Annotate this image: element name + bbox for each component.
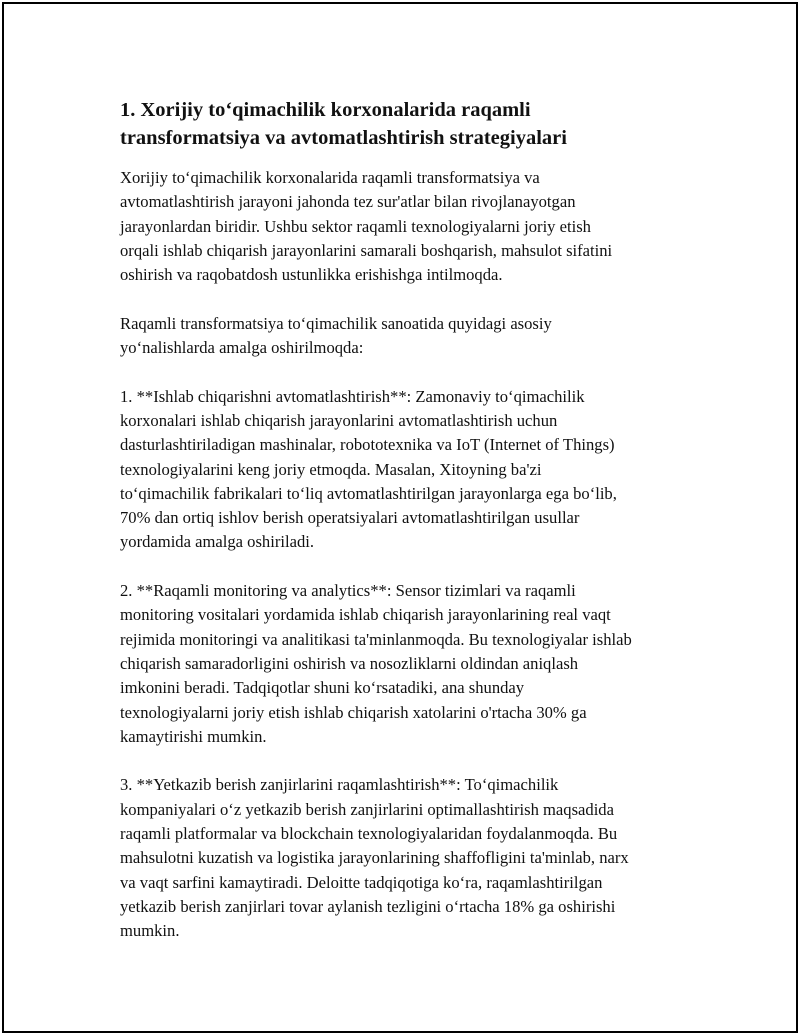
document-body xyxy=(120,96,700,968)
supply-chain-paragraph: 3. **Yetkazib berish zanjirlarini raqamlashtirish**: To‘qimachilik kompaniyalari o‘z yetkazib berish zanjirlarini optimallashtirish maqsadida raqamli platformalar va blockchain texnologiyalaridan foydalanmoqda. Bu mahsulotni kuzatish va logistika jarayonlarining shaffofligini ta'minlab, narx va vaqt sarfini kamaytiradi. Deloitte tadqiqotiga ko‘ra, raqamlashtirilgan yetkazib berish zanjirlari tovar aylanish tezligini o‘rtacha 18% ga oshirishi mumkin. xyxy=(120,775,629,941)
monitoring-paragraph: 2. **Raqamli monitoring va analytics**: Sensor tizimlari va raqamli monitoring vositalari yordamida ishlab chiqarish jarayonlarining real vaqt rejimida monitoringi va analitikasi ta'minlanmoqda. Bu texnologiyalar ishlab chiqarish samaradorligini oshirish va nosozliklarni oldindan aniqlash imkonini beradi. Tadqiqotlar shuni ko‘rsatadiki, ana shunday texnologiyalarni joriy etish ishlab chiqarish xatolarini o'rtacha 30% ga kamaytirishi mumkin. xyxy=(120,581,632,746)
intro-paragraph: Xorijiy to‘qimachilik korxonalarida raqamli transformatsiya va avtomatlashtirish jarayoni jahonda tez sur'atlar bilan rivojlanayotgan jarayonlardan biridir. Ushbu sektor raqamli texnologiyalarni joriy etish orqali ishlab chiqarish jarayonlarini samarali boshqarish, mahsulot sifatini oshirish va raqobatdosh ustunlikka erishishga intilmoqda. xyxy=(120,168,613,285)
automation-paragraph: 1. **Ishlab chiqarishni avtomatlashtirish**: Zamonaviy to‘qimachilik korxonalari ishlab chiqarish jarayonlarini avtomatlashtirish uchun dasturlashtiriladigan mashinalar, robototexnika va IoT (Internet of Things) texnologiyalarini keng joriy etmoqda. Masalan, Xitoyning ba'zi to‘qimachilik fabrikalari to‘liq avtomatlashtirilgan jarayonlarga ega bo‘lib, 70% dan ortiq ishlov berish operatsiyalari avtomatlashtirilgan usullar yordamida amalga oshiriladi. xyxy=(120,386,617,552)
section-heading: 1. Xorijiy to‘qimachilik korxonalarida raqamli transformatsiya va avtomatlashtirish strategiyalari xyxy=(120,99,567,149)
directions-intro-paragraph: Raqamli transformatsiya to‘qimachilik sanoatida quyidagi asosiy yo‘nalishlarda amalga oshirilmoqda: xyxy=(120,313,552,358)
page-frame xyxy=(2,2,798,1033)
